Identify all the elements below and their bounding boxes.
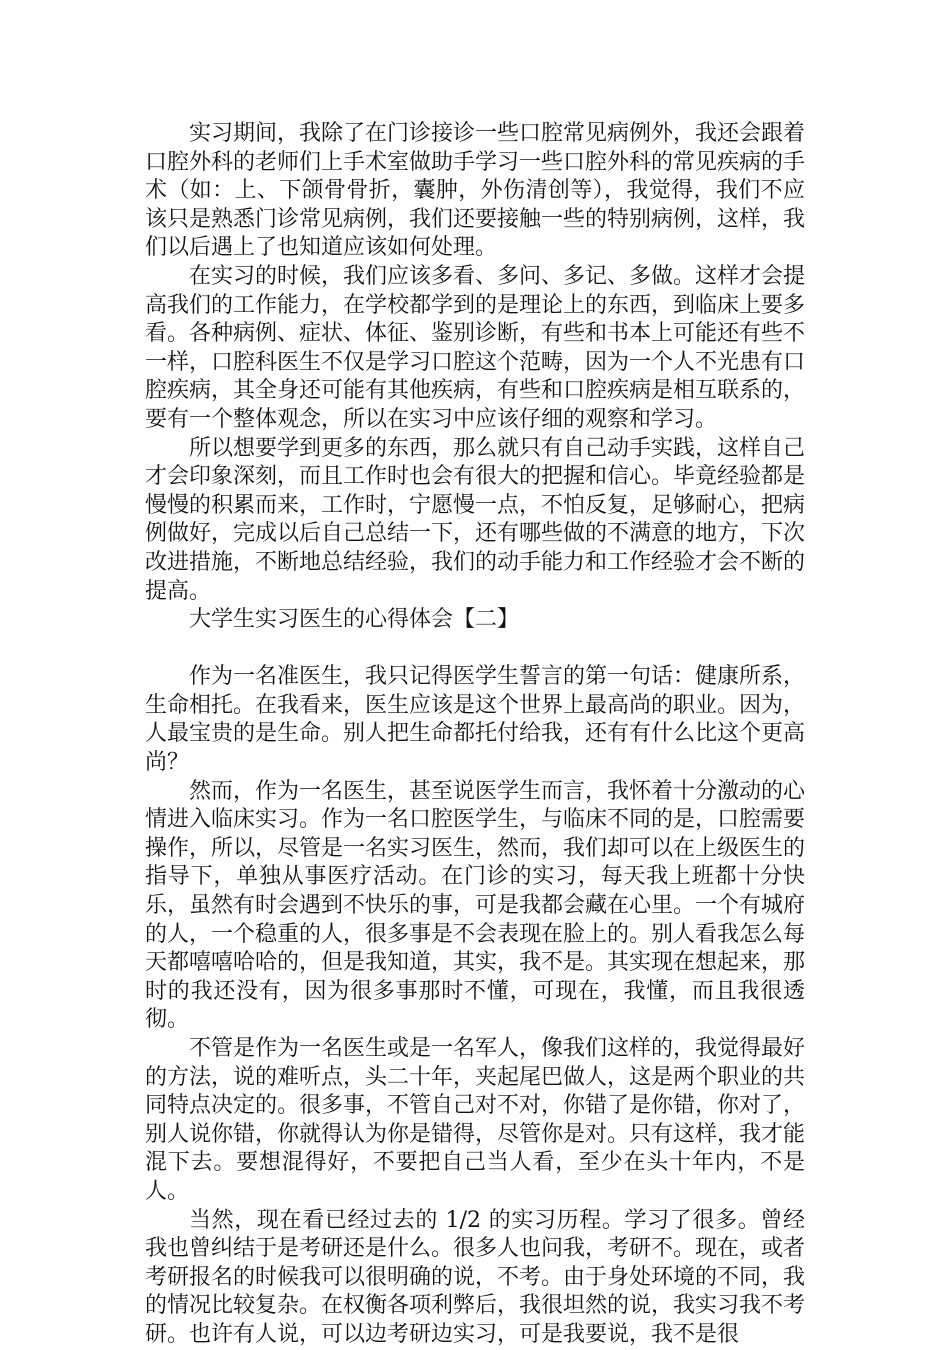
paragraph-graduate-exam: 当然，现在看已经过去的 1/2 的实习历程。学习了很多。曾经我也曾纠结于是考研还是什么。很多人也问我，考研不。现在，或者考研报名的时候我可以很明确的说，不考。由于身处环境的不同，我的情况比较复杂。在权衡各项利弊后，我很坦然的说，我实习我不考研。也许有人说，可以边考研边实习，可是我要说，我不是很 [145, 1207, 806, 1347]
document-page [145, 120, 805, 1350]
paragraph-observe-learn: 在实习的时候，我们应该多看、多问、多记、多做。这样才会提高我们的工作能力，在学校都学到的是理论上的东西，到临床上要多看。各种病例、症状、体征、鉴别诊断，有些和书本上可能还有些不一样，口腔科医生不仅是学习口腔这个范畴，因为一个人不光患有口腔疾病，其全身还可能有其他疾病，有些和口腔疾病是相互联系的，要有一个整体观念，所以在实习中应该仔细的观察和学习。 [145, 263, 806, 432]
blank-line [145, 635, 805, 664]
paragraph-career-attitude: 不管是作为一名医生或是一名军人，像我们这样的，我觉得最好的方法，说的难听点，头二十年，夹起尾巴做人，这是两个职业的共同特点决定的。很多事，不管自己对不对，你错了是你错，你对了，别人说你错，你就得认为你是错得，尽管你是对。只有这样，我才能混下去。要想混得好，不要把自己当人看，至少在头十年内，不是人。 [145, 1036, 806, 1204]
paragraph-oath: 作为一名准医生，我只记得医学生誓言的第一句话：健康所系，生命相托。在我看来，医生应该是这个世界上最高尚的职业。因为，人最宝贵的是生命。别人把生命都托付给我，还有有什么比这个更高尚？ [145, 664, 806, 776]
paragraph-internship-surgery: 实习期间，我除了在门诊接诊一些口腔常见病例外，我还会跟着口腔外科的老师们上手术室做助手学习一些口腔外科的常见疾病的手术（如：上、下颌骨骨折，囊肿，外伤清创等），我觉得，我们不应该只是熟悉门诊常见病例，我们还要接触一些的特别病例，这样，我们以后遇上了也知道应该如何处理。 [145, 121, 806, 261]
section-heading: 大学生实习医生的心得体会【二】 [189, 607, 520, 633]
paragraph-clinical-practice: 然而，作为一名医生，甚至说医学生而言，我怀着十分激动的心情进入临床实习。作为一名口腔医学生，与临床不同的是，口腔需要操作，所以，尽管是一名实习医生，然而，我们却可以在上级医生的指导下，单独从事医疗活动。在门诊的实习，每天我上班都十分快乐，虽然有时会遇到不快乐的事，可是我都会藏在心里。一个有城府的人，一个稳重的人，很多事是不会表现在脸上的。别人看我怎么每天都嘻嘻哈哈的，但是我知道，其实，我不是。其实现在想起来，那时的我还没有，因为很多事那时不懂，可现在，我懂，而且我很透彻。 [145, 778, 806, 1033]
paragraph-hands-on-practice: 所以想要学到更多的东西，那么就只有自己动手实践，这样自己才会印象深刻，而且工作时也会有很大的把握和信心。毕竟经验都是慢慢的积累而来，工作时，宁愿慢一点，不怕反复，足够耐心，把病例做好，完成以后自己总结一下，还有哪些做的不满意的地方，下次改进措施，不断地总结经验，我们的动手能力和工作经验才会不断的提高。 [145, 435, 806, 604]
